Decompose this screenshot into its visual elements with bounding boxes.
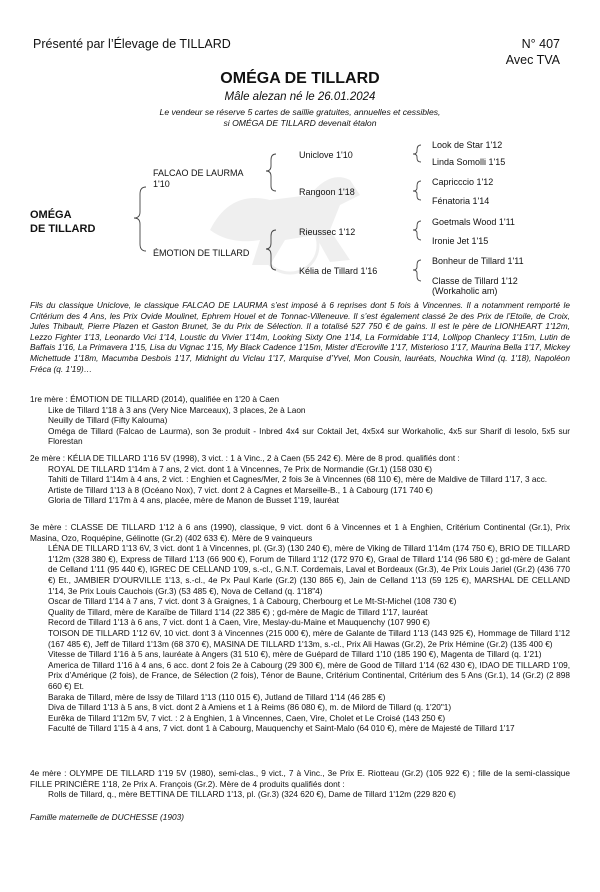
pedigree-g3-4: Fénatoria 1'14 — [432, 196, 490, 206]
second-dam-section — [30, 453, 570, 506]
pedigree-dam-dam: Kélia de Tillard 1'16 — [299, 266, 378, 276]
presenter-label: Présenté par l’Élevage de TILLARD — [33, 37, 231, 51]
third-dam-line: Vitesse de Tillard 1'16 à 5 ans, lauréate à Angers (31 510 €), mère de Guépard de Tillard 1'10 (185 190 €), Magenta de Tillard (q. 1'21) — [48, 649, 542, 660]
second-dam-line: ROYAL DE TILLARD 1'14m à 7 ans, 2 vict. dont 1 à Vincennes, 7e Prix de Normandie (Gr.1) (158 030 €) — [48, 463, 433, 474]
intro-paragraph: Fils du classique Uniclove, le classique FALCAO DE LAURMA s’est imposé à 6 reprises dont 5 fois à Vincennes. Il a notamment remporté le Critérium des 4 Ans, les Prix Ovide Moulinet, Ephrem Houel et de Tonnac-Villeneuve. Il s’est également classé 2e des Prix de l’Etoile, de Croix, Jules Thibault, Pierre Plazen et Gaston Brunet, 3e du Prix de Sélection. Il a totalisé 527 750 € de gains. Il est le père de LIONHEART 1'12m, Lezzo Fighter 1'13, Leonardo Vici 1'14, Loustic du Vivier 1'14m, Looking Sixty One 1'14, La Formidable 1'14, Lollipop Chanlecy 1'15m, Lutin de Baffais 1'16, La Primavera 1'15, Lisa du Vignac 1'15, My Black Cadence 1'15m, Mister d’Ecroville 1'17, Misterioso 1'17, Maurina Bella 1'17, Mickey Michettude 1'18m, Macumba Desbois 1'17, Midnight du Viclau 1'17, Marquise d’Yvel, Mon Cousin, lauréats, Nouchka Wind (q. 1'18), Napoléon Fréca (q. 1'19)… — [30, 300, 570, 374]
third-dam-line: Record de Tillard 1'13 à 6 ans, 7 vict. dont 1 à Caen, Vire, Meslay-du-Maine et Mauquenchy (107 990 €) — [48, 617, 430, 628]
third-dam-line: Diva de Tillard 1'13 à 5 ans, 8 vict. dont 2 à Amiens et 1 à Reims (86 080 €), m. de Milord de Tillard (q. 1'20"1) — [48, 702, 452, 713]
fourth-dam-section — [30, 768, 570, 800]
pedigree-dam-sire: Rieussec 1'12 — [299, 227, 356, 237]
pedigree-g3-8: Classe de Tillard 1'12 (Workaholic am) — [432, 276, 518, 296]
third-dam-line: LÉNA DE TILLARD 1'13 6V, 3 vict. dont 1 à Vincennes, pl. (Gr.3) (130 240 €), mère de Viking de Tillard 1'14m (174 750 €), BRIO DE TILLARD 1'12m (328 380 €), Express de Tillard 1'13 (66 900 €), Forum de Tillard 1'12 (172 970 €), Graal de Tillard 1'14 (96 580 €) ; gd-mère de Galant de Celland 1'11 (95 440 €), IGREC DE CELLAND 1'09, s.-cl., G.N.T. Cordemais, Laval et Bordeaux (Gr.3), 4e Prix Louis Jariel (Gr.2) (436 770 €) Et., JAMBIER D'OURVILLE 1'13, s.-cl., 4e Px Paul Karle (Gr.2) (130 865 €), Jain de Celland 1'13 (59 125 €), MARSHAL DE CELLAND 1'14, 3e Prix Louis Cauchois (Gr.3) (53 485 €), Nova de Celland (q. 1'18"4) — [48, 543, 570, 596]
third-dam-line: Oscar de Tillard 1'14 à 7 ans, 7 vict. dont 3 à Graignes, 1 à Cabourg, Cherbourg et Le Mt-St-Michel (108 730 €) — [48, 596, 457, 607]
pedigree-g3-6: Ironie Jet 1'15 — [432, 236, 489, 246]
pedigree-subject: OMÉGA DE TILLARD — [30, 209, 96, 235]
fourth-dam-line: Rolls de Tillard, q., mère BETTINA DE TILLARD 1'13, pl. (Gr.3) (324 620 €), Dame de Tillard 1'12m (229 820 €) — [48, 789, 456, 800]
third-dam-line: Quality de Tillard, mère de Karaïbe de Tillard 1'14 (22 385 €) ; gd-mère de Magic de Tillard 1'17, lauréat — [48, 606, 428, 617]
pedigree-sire: FALCAO DE LAURMA 1'10 — [153, 168, 244, 189]
third-dam-line: Faculté de Tillard 1'15 à 4 ans, 7 vict. dont 1 à Cabourg, Mauquenchy et Saint-Malo (64 010 €), mère de Majesté de Tillard 1'17 — [48, 723, 515, 734]
pedigree-g3-1: Look de Star 1'12 — [432, 140, 503, 150]
third-dam-line: Baraka de Tillard, mère de Issy de Tillard 1'13 (110 015 €), Jutland de Tillard 1'14 (46 285 €) — [48, 691, 386, 702]
pedigree-g3-5: Goetmals Wood 1'11 — [432, 217, 515, 227]
vat-label: Avec TVA — [505, 53, 560, 67]
horse-description: Mâle alezan né le 26.01.2024 — [224, 91, 376, 103]
first-dam-line: Oméga de Tillard (Falcao de Laurma), son 3e produit - Inbred 4x4 sur Coktail Jet, 4x5x4 sur Workaholic, 4x5 sur Sharif di Iesolo, 5x5 sur Florestan — [48, 425, 570, 447]
seller-note-line-2: si OMÉGA DE TILLARD devenait étalon — [223, 118, 377, 128]
third-dam-line: America de Tillard 1'16 à 4 ans, 6 acc. dont 2 fois 2e à Cabourg (29 300 €), mère de Good de Tillard 1'14 (62 430 €), IDAO DE TILLARD 1'09, Prix d’Amérique (2 fois), de France, de Sélection (2 fois), Ténor de Baune, Critérium Continental, Critérium des 5 Ans (Gr.1), 14 (Gr.2) (2 898 660 €) Et. — [48, 659, 570, 691]
pedigree-sire-sire: Uniclove 1'10 — [299, 150, 353, 160]
first-dam-line: Neuilly de Tillard (Fifty Kalouma) — [48, 415, 168, 426]
pedigree-g3-3: Capricccio 1'12 — [432, 177, 494, 187]
third-dam-title: 3e mère : CLASSE DE TILLARD 1'12 à 6 ans (1990), classique, 9 vict. dont 6 à Vincennes et 1 à Enghien, Critérium Continental (Gr.1), Prix Masina, Ozo, Roquépine, Gélinotte (Gr.2) (402 633 €). Mère de 9 vainqueurs — [30, 522, 570, 543]
pedigree-g3-2: Linda Somolli 1'15 — [432, 157, 506, 167]
third-dam-line: Eurêka de Tillard 1'12m 5V, 7 vict. : 2 à Enghien, 1 à Vincennes, Caen, Vire, Cholet et Le Croisé (143 250 €) — [48, 712, 446, 723]
pedigree-g3-7: Bonheur de Tillard 1'11 — [432, 256, 524, 266]
horse-title: OMÉGA DE TILLARD — [220, 70, 380, 87]
third-dam-line: TOISON DE TILLARD 1'12 6V, 10 vict. dont 3 à Vincennes (215 000 €), mère de Galante de Tillard 1'13 (143 925 €), Hommage de Tillard 1'12 (167 485 €), Jeff de Tillard 1'13m (68 370 €), MASINA DE TILLARD 1'13m, s.-cl., Prix Ali Hawas (Gr.2), 2e Prix Hémine (Gr.2) (135 400 €) — [48, 627, 570, 649]
second-dam-title: 2e mère : KÉLIA DE TILLARD 1'16 5V (1998), 3 vict. : 1 à Vinc., 2 à Caen (55 242 €). Mère de 8 prod. qualifiés dont : — [30, 453, 460, 463]
seller-note-line-1: Le vendeur se réserve 5 cartes de saillie gratuites, annuelles et cessibles, — [159, 107, 441, 117]
second-dam-line: Artiste de Tillard 1'13 à 8 (Océano Nox), 7 vict. dont 2 à Cagnes et Marseille-B., 1 à Cabourg (171 740 €) — [48, 484, 433, 495]
third-dam-section — [30, 522, 570, 734]
second-dam-line: Tahiti de Tillard 1'14m à 4 ans, 2 vict. : Enghien et Cagnes/Mer, 2 fois 3e à Vincennes (68 110 €), mère de Maldive de Tillard 1'17, 3 acc. — [48, 474, 548, 485]
lot-number: N° 407 — [521, 37, 560, 51]
first-dam-line: Like de Tillard 1'18 à 3 ans (Very Nice Marceaux), 3 places, 2e à Laon — [48, 404, 306, 415]
second-dam-line: Gloria de Tillard 1'17m à 4 ans, placée, mère de Manon de Busset 1'19, lauréat — [48, 495, 339, 506]
pedigree-sire-dam: Rangoon 1'18 — [299, 187, 355, 197]
first-dam-section — [30, 394, 570, 447]
fourth-dam-title: 4e mère : OLYMPE DE TILLARD 1'19 5V (1980), semi-clas., 9 vict., 7 à Vinc., 3e Prix E. Riotteau (Gr.2) (105 922 €) ; fille de la semi-classique FILLE PRINCIÈRE 1'18, 2e Prix A. François (Gr.2). Mère de 4 produits qualifiés dont : — [30, 768, 570, 789]
maternal-family: Famille maternelle de DUCHESSE (1903) — [30, 812, 185, 822]
pedigree-dam: ÉMOTION DE TILLARD — [153, 248, 250, 258]
first-dam-title: 1re mère : ÉMOTION DE TILLARD (2014), qualifiée en 1'20 à Caen — [30, 394, 280, 404]
